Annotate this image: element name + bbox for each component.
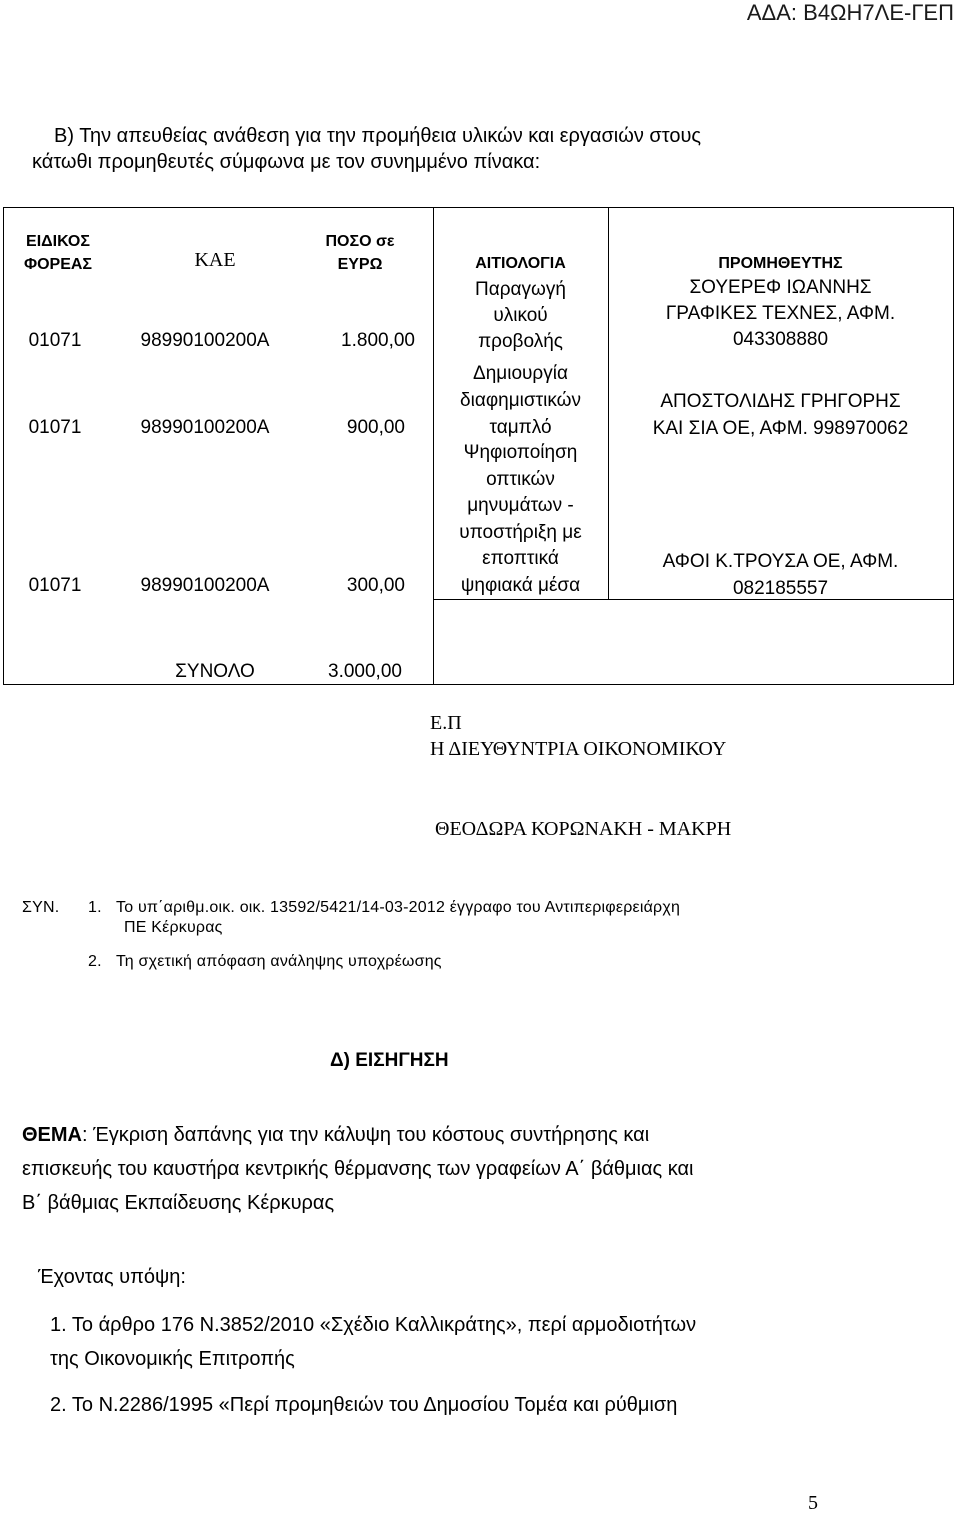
header-poso-line: ΕΥΡΩ [337,256,383,273]
attachment-1-num: 1. [88,899,102,916]
row1-aitiologia-line: Παραγωγή [475,279,566,300]
row1-foreas: 01071 [28,330,82,351]
table-border [3,207,954,208]
row2-kae: 98990100200Α [140,417,270,438]
signature-name: ΘΕΟΔΩΡΑ ΚΟΡΩΝΑΚΗ - ΜΑΚΡΗ [435,818,732,840]
consideration-1 [50,1308,696,1376]
row2-aitiologia-line: Δημιουργία [473,363,568,384]
subject-label: ΘΕΜΑ [22,1124,82,1146]
total-value: 3.000,00 [328,661,402,682]
attachment-1-text: Το υπ΄αριθμ.οικ. οικ. 13592/5421/14-03-2012 έγγραφο του Αντιπεριφερειάρχη [116,899,681,916]
row2-aitiologia-line: ταμπλό [489,417,552,438]
row2-aitiologia [433,360,608,441]
header-promitheftis: ΠΡΟΜΗΘΕΥΤΗΣ [718,255,843,272]
row1-poso: 1.800,00 [341,330,415,351]
header-poso [300,230,420,276]
row3-promitheftis-line: ΑΦΟΙ Κ.ΤΡΟΥΣΑ ΟΕ, ΑΦΜ. [662,551,899,572]
row3-promitheftis [608,548,953,602]
header-aitiologia: ΑΙΤΙΟΛΟΓΙΑ [475,255,566,272]
considering-label: Έχοντας υπόψη: [38,1266,186,1288]
ada-code: ΑΔΑ: Β4ΩΗ7ΛΕ-ΓΕΠ [746,0,954,25]
table-border [3,207,4,685]
proposal-subject [22,1118,922,1220]
row1-promitheftis-line: ΓΡΑΦΙΚΕΣ ΤΕΧΝΕΣ, ΑΦΜ. [665,303,896,324]
row3-aitiologia-line: ψηφιακά μέσα [460,574,581,596]
intro-line-2: κάτωθι προμηθευτές σύμφωνα με τον συνημμένο πίνακα: [32,151,541,173]
header-foreas-line: ΦΟΡΕΑΣ [23,256,93,273]
subject-line-1 [22,1118,922,1152]
header-foreas-line: ΕΙΔΙΚΟΣ [26,233,90,250]
attachment-2-num: 2. [88,953,102,970]
header-poso-line: ΠΟΣΟ σε [325,233,395,250]
subject-line-1-text: : Έγκριση δαπάνης για την κάλυψη του κόστους συντήρησης και [82,1124,650,1146]
row3-aitiologia-line: εποπτικά [482,548,559,569]
row3-kae: 98990100200Α [140,575,270,596]
row3-poso: 300,00 [346,575,405,596]
proposal-heading: Δ) ΕΙΣΗΓΗΣΗ [330,1050,449,1071]
row2-promitheftis-line: ΚΑΙ ΣΙΑ ΟΕ, ΑΦΜ. 998970062 [652,418,909,439]
row1-aitiologia-line: υλικού [493,305,548,326]
attachment-2-text: Τη σχετική απόφαση ανάληψης υποχρέωσης [116,953,442,970]
signature-ep: Ε.Π [430,712,462,734]
subject-line-2: επισκευής του καυστήρα κεντρικής θέρμανσης των γραφείων Α΄ βάθμιας και [22,1158,694,1180]
header-foreas [8,230,108,276]
row1-promitheftis-line: ΣΟΥΕΡΕΦ ΙΩΑΝΝΗΣ [689,277,872,298]
row1-aitiologia-line: προβολής [478,331,563,352]
attachment-1-text-cont: ΠΕ Κέρκυρας [124,919,223,936]
header-kae: ΚΑΕ [194,249,236,271]
row3-aitiologia [433,440,608,599]
row2-promitheftis [608,388,953,442]
row3-aitiologia-line: οπτικών [486,468,555,490]
page-number: 5 [808,1492,818,1514]
consideration-2-line-1: 2. Το Ν.2286/1995 «Περί προμηθειών του Δημοσίου Τομέα και ρύθμιση [50,1394,678,1416]
consideration-1-line-1: 1. Το άρθρο 176 Ν.3852/2010 «Σχέδιο Καλλικράτης», περί αρμοδιοτήτων [50,1314,697,1336]
table-border [953,207,954,685]
consideration-1-line-2: της Οικονομικής Επιτροπής [50,1348,295,1370]
row1-promitheftis-line: 043308880 [732,329,829,350]
row1-promitheftis [608,275,953,353]
row3-foreas: 01071 [28,575,82,596]
row3-aitiologia-line: υποστήριξη με [459,521,582,543]
row3-promitheftis-line: 082185557 [732,578,829,599]
row3-aitiologia-line: μηνυμάτων - [467,495,574,516]
subject-line-3: Β΄ βάθμιας Εκπαίδευσης Κέρκυρας [22,1192,335,1214]
total-label: ΣΥΝΟΛΟ [175,661,255,682]
attachments-label: ΣΥΝ. [22,899,60,916]
intro-line-1: Β) Την απευθείας ανάθεση για την προμήθεια υλικών και εργασιών στους [54,125,702,147]
consideration-2 [50,1388,677,1422]
row3-aitiologia-line: Ψηφιοποίηση [463,442,578,463]
row1-kae: 98990100200Α [140,330,270,351]
row2-promitheftis-line: ΑΠΟΣΤΟΛΙΔΗΣ ΓΡΗΓΟΡΗΣ [660,391,901,412]
table-border [3,684,954,685]
row1-aitiologia [433,277,608,355]
signature-title: Η ΔΙΕΥΘΥΝΤΡΙΑ ΟΙΚΟΝΟΜΙΚΟΥ [430,738,727,760]
row2-poso: 900,00 [346,417,405,438]
row2-aitiologia-line: διαφημιστικών [460,390,581,411]
row2-foreas: 01071 [28,417,82,438]
